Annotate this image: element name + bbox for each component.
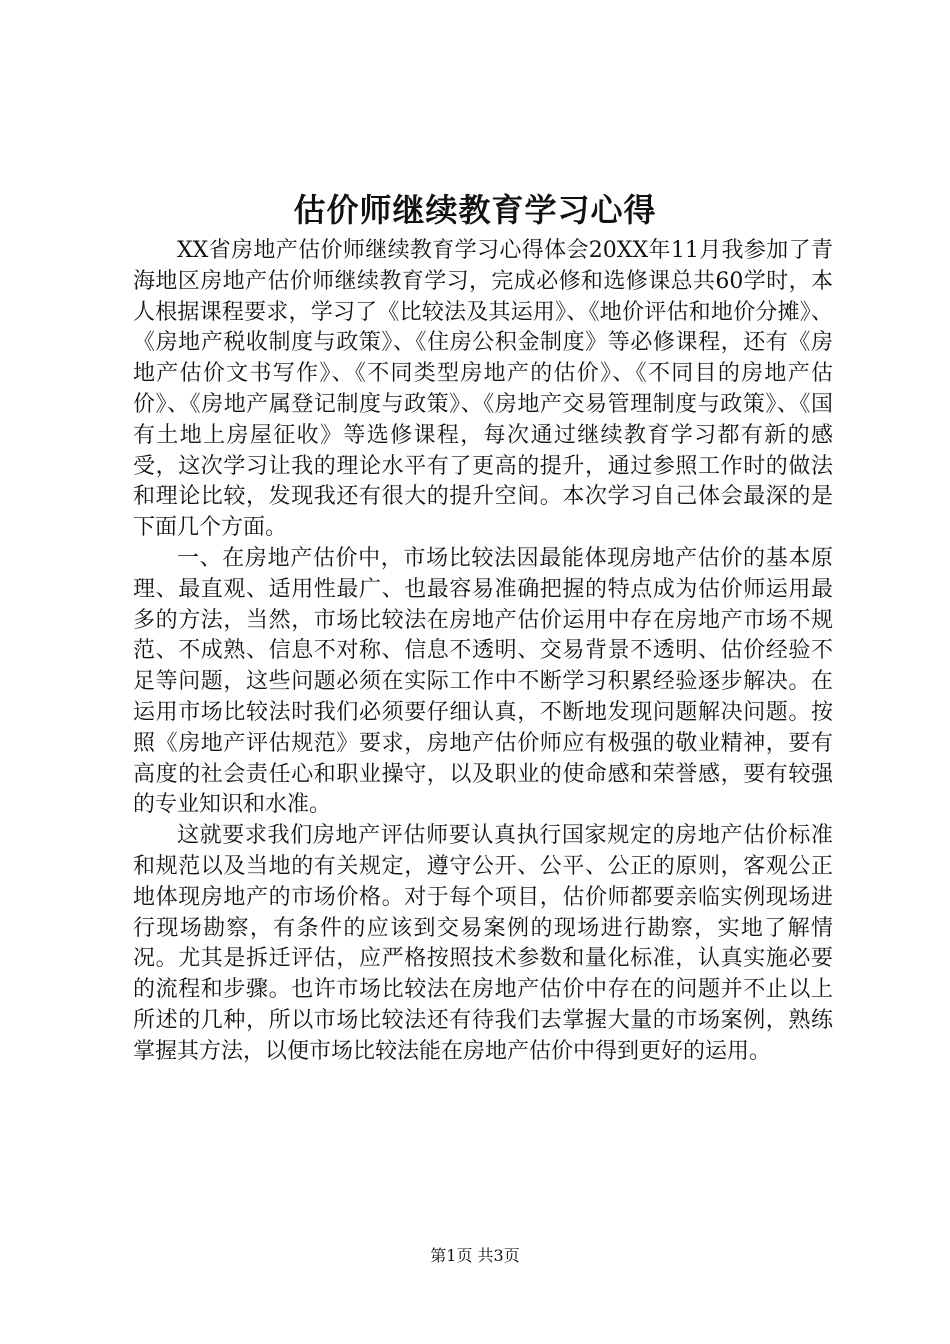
paragraph-market-comparison: 一、在房地产估价中，市场比较法因最能体现房地产估价的基本原理、最直观、适用性最广、也最容易准确把握的特点成为估价师运用最多的方法，当然，市场比较法在房地产估价运用中存在房地产市场不规范、不成熟、信息不对称、信息不透明、交易背景不透明、估价经验不足等问题，这些问题必须在实际工作中不断学习积累经验逐步解决。在运用市场比较法时我们必须要仔细认真，不断地发现问题解决问题。按照《房地产评估规范》要求，房地产估价师应有极强的敬业精神，要有高度的社会责任心和职业操守，以及职业的使命感和荣誉感，要有较强的专业知识和水准。 xyxy=(133,545,833,818)
document-body xyxy=(133,236,833,1068)
paragraph-requirements: 这就要求我们房地产评估师要认真执行国家规定的房地产估价标准和规范以及当地的有关规定，遵守公开、公平、公正的原则，客观公正地体现房地产的市场价格。对于每个项目，估价师都要亲临实例现场进行现场勘察，有条件的应该到交易案例的现场进行勘察，实地了解情况。尤其是拆迁评估，应严格按照技术参数和量化标准，认真实施必要的流程和步骤。也许市场比较法在房地产估价中存在的问题并不止以上所述的几种，所以市场比较法还有待我们去掌握大量的市场案例，熟练掌握其方法，以便市场比较法能在房地产估价中得到更好的运用。 xyxy=(133,823,833,1064)
document-title: 估价师继续教育学习心得 xyxy=(293,191,657,229)
page-number-footer: 第1页 共3页 xyxy=(430,1246,520,1265)
paragraph-intro: XX省房地产估价师继续教育学习心得体会20XX年11月我参加了青海地区房地产估价师继续教育学习，完成必修和选修课总共60学时，本人根据课程要求，学习了《比较法及其运用》、《地价评估和地价分摊》、《房地产税收制度与政策》、《住房公积金制度》等必修课程，还有《房地产估价文书写作》、《不同类型房地产的估价》、《不同目的房地产估价》、《房地产属登记制度与政策》、《房地产交易管理制度与政策》、《国有土地上房屋征收》等选修课程，每次通过继续教育学习都有新的感受，这次学习让我的理论水平有了更高的提升，通过参照工作时的做法和理论比较，发现我还有很大的提升空间。本次学习自己体会最深的是下面几个方面。 xyxy=(133,238,833,541)
